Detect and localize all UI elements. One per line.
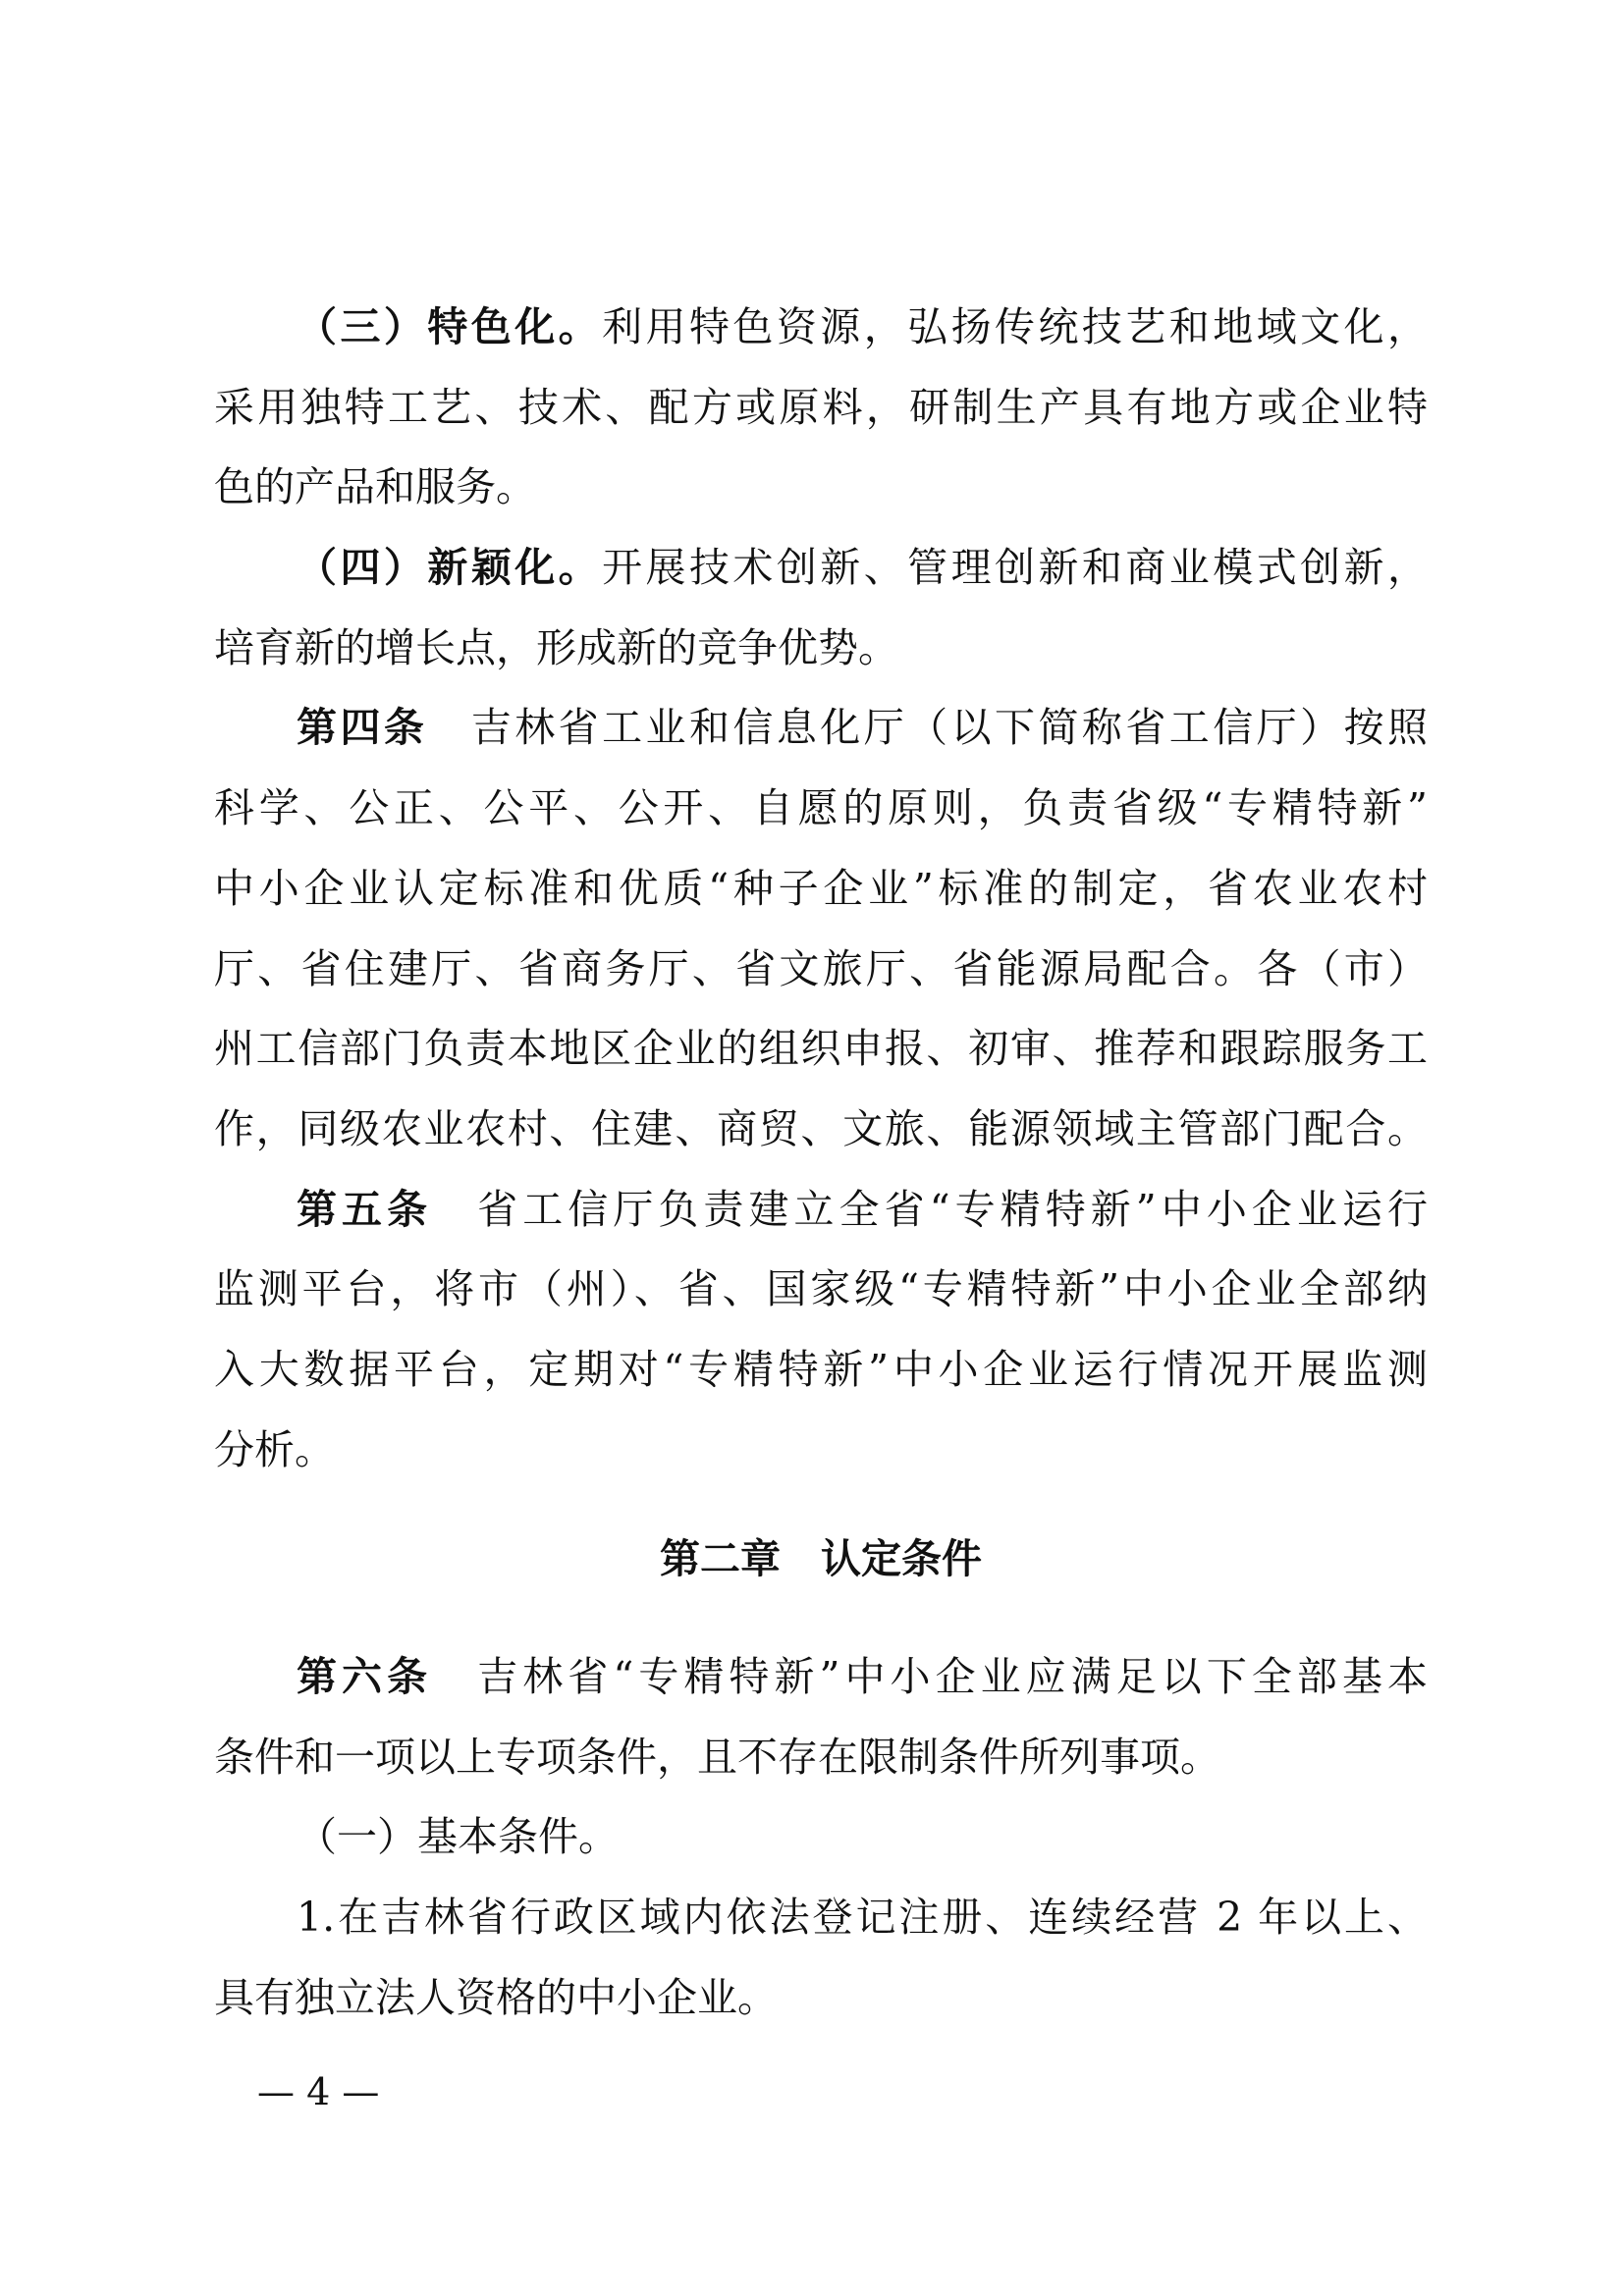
paragraph-line bbox=[214, 1170, 1428, 1251]
paragraph-line bbox=[214, 688, 1428, 769]
paragraph-line bbox=[214, 1637, 1428, 1718]
paragraph-line: 监测平台，将市（州）、省、国家级“专精特新”中小企业全部纳 bbox=[214, 1265, 1428, 1313]
paragraph-item-3 bbox=[214, 288, 1428, 528]
paragraph-line: 色的产品和服务。 bbox=[214, 463, 536, 511]
line-text: 吉林省工业和信息化厅（以下简称省工信厅）按照 bbox=[427, 704, 1428, 752]
line-text: 开展技术创新、管理创新和商业模式创新， bbox=[602, 544, 1428, 592]
article-lead: 第五条 bbox=[297, 1185, 433, 1233]
item-lead: （四）新颖化。 bbox=[297, 544, 603, 592]
chapter-heading: 第二章 认定条件 bbox=[660, 1535, 982, 1583]
paragraph-item-4 bbox=[214, 528, 1428, 688]
article-4 bbox=[214, 688, 1428, 1169]
page-number: — 4 — bbox=[257, 2070, 380, 2113]
article-5 bbox=[214, 1170, 1428, 1491]
paragraph-line: 入大数据平台，定期对“专精特新”中小企业运行情况开展监测 bbox=[214, 1345, 1428, 1393]
item-lead: （三）特色化。 bbox=[297, 303, 603, 350]
paragraph-line bbox=[214, 288, 1428, 368]
paragraph-line: 中小企业认定标准和优质“种子企业”标准的制定，省农业农村 bbox=[214, 864, 1428, 912]
condition-item-1 bbox=[214, 1878, 1428, 2038]
subsection-basic-conditions bbox=[214, 1797, 1428, 1878]
article-lead: 第四条 bbox=[297, 704, 428, 752]
subsection-title: （一）基本条件。 bbox=[297, 1813, 619, 1861]
paragraph-line bbox=[214, 528, 1428, 609]
paragraph-line: 采用独特工艺、技术、配方或原料，研制生产具有地方或企业特 bbox=[214, 383, 1428, 431]
paragraph-line: 条件和一项以上专项条件，且不存在限制条件所列事项。 bbox=[214, 1733, 1220, 1781]
paragraph-line: 培育新的增长点，形成新的竞争优势。 bbox=[214, 623, 898, 671]
paragraph-line: 州工信部门负责本地区企业的组织申报、初审、推荐和跟踪服务工 bbox=[214, 1025, 1428, 1073]
document-body bbox=[214, 288, 1428, 2038]
article-6 bbox=[214, 1637, 1428, 1797]
line-text: 省工信厅负责建立全省“专精特新”中小企业运行 bbox=[432, 1185, 1428, 1233]
article-lead: 第六条 bbox=[297, 1653, 433, 1700]
paragraph-line: 厅、省住建厅、省商务厅、省文旅厅、省能源局配合。各（市） bbox=[214, 944, 1428, 992]
paragraph-line: 1.在吉林省行政区域内依法登记注册、连续经营 2 年以上、 bbox=[297, 1894, 1428, 1942]
paragraph-line: 作，同级农业农村、住建、商贸、文旅、能源领域主管部门配合。 bbox=[214, 1104, 1428, 1152]
paragraph-line: 具有独立法人资格的中小企业。 bbox=[214, 1973, 778, 2021]
paragraph-line: 分析。 bbox=[214, 1425, 335, 1473]
line-text: 吉林省“专精特新”中小企业应满足以下全部基本 bbox=[432, 1653, 1428, 1700]
line-text: 利用特色资源，弘扬传统技艺和地域文化， bbox=[602, 303, 1428, 350]
paragraph-line: 科学、公正、公平、公开、自愿的原则，负责省级“专精特新” bbox=[214, 784, 1428, 832]
